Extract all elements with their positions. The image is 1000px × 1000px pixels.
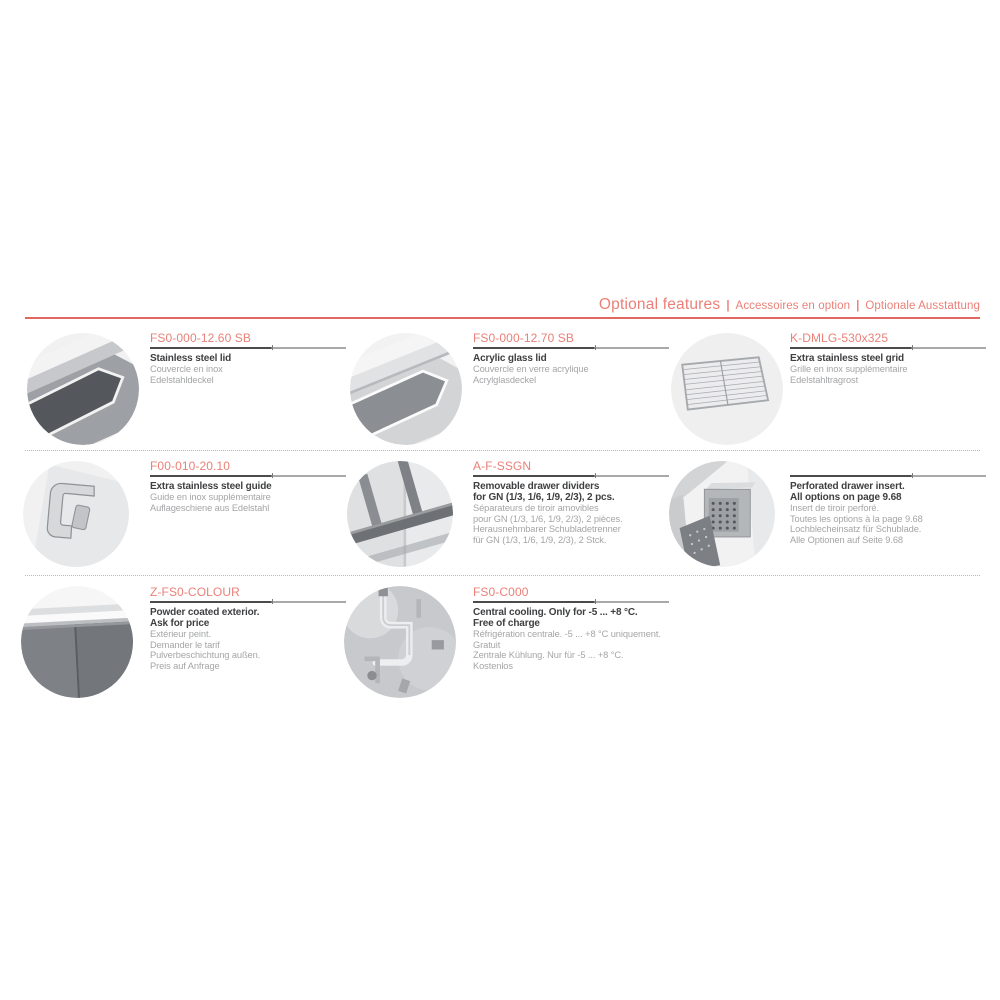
stainless-steel-guide-photo bbox=[23, 461, 129, 567]
section-title-en: Optional features bbox=[598, 296, 721, 313]
feature-desc: Grille en inox supplémentaire bbox=[790, 364, 908, 374]
feature-desc: Acrylglasdeckel bbox=[473, 374, 537, 385]
feature-desc: pour GN (1/3, 1/6, 1/9, 2/3), 2 pièces. bbox=[473, 513, 623, 524]
feature-desc: Extérieur peint. bbox=[150, 629, 211, 639]
section-title-fr: Accessoires en option bbox=[735, 300, 851, 312]
feature-desc: Herausnehmbarer Schubladetrenner bbox=[473, 524, 621, 535]
feature-title: Perforated drawer insert. bbox=[790, 481, 905, 492]
feature-card bbox=[473, 460, 669, 545]
feature-desc: Séparateurs de tiroir amovibles bbox=[473, 503, 599, 513]
header-divider-icon: | bbox=[726, 300, 730, 312]
product-code: FS0-000-12.70 SB bbox=[473, 331, 574, 345]
code-underline bbox=[150, 475, 346, 477]
product-code: K-DMLG-530x325 bbox=[790, 331, 889, 345]
header-rule bbox=[25, 317, 980, 319]
feature-desc: Preis auf Anfrage bbox=[150, 660, 220, 671]
code-underline bbox=[790, 475, 986, 477]
feature-desc: Auflageschiene aus Edelstahl bbox=[150, 502, 270, 513]
feature-desc: Edelstahldeckel bbox=[150, 374, 214, 385]
feature-card bbox=[790, 460, 986, 545]
feature-desc: Guide en inox supplémentaire bbox=[150, 492, 271, 502]
code-underline bbox=[473, 601, 669, 603]
product-code bbox=[790, 460, 986, 473]
code-underline bbox=[473, 347, 669, 349]
drawer-dividers-photo bbox=[347, 461, 453, 567]
powder-coated-exterior-photo bbox=[21, 586, 133, 698]
product-code: Z-FS0-COLOUR bbox=[150, 585, 240, 599]
feature-desc: Alle Optionen auf Seite 9.68 bbox=[790, 534, 903, 545]
product-code: FS0-C000 bbox=[473, 585, 529, 599]
feature-title: Ask for price bbox=[150, 618, 210, 629]
feature-card bbox=[150, 332, 346, 385]
feature-title: Powder coated exterior. bbox=[150, 607, 260, 618]
code-underline bbox=[150, 347, 346, 349]
section-header bbox=[599, 296, 980, 314]
central-cooling-photo bbox=[344, 586, 456, 698]
feature-title: Central cooling. Only for -5 ... +8 °C. bbox=[473, 607, 638, 618]
feature-card bbox=[473, 332, 669, 385]
feature-title: for GN (1/3, 1/6, 1/9, 2/3), 2 pcs. bbox=[473, 492, 615, 503]
feature-desc: Demander le tarif bbox=[150, 639, 220, 650]
feature-desc: Pulverbeschichtung außen. bbox=[150, 650, 261, 661]
product-code: FS0-000-12.60 SB bbox=[150, 331, 251, 345]
feature-desc: Couvercle en inox bbox=[150, 364, 223, 374]
feature-title: Acrylic glass lid bbox=[473, 353, 547, 364]
stainless-steel-lid-photo bbox=[27, 333, 139, 445]
feature-card bbox=[150, 460, 346, 513]
feature-title: Extra stainless steel guide bbox=[150, 481, 272, 492]
product-code: A-F-SSGN bbox=[473, 459, 532, 473]
feature-card bbox=[150, 586, 346, 671]
feature-title: Extra stainless steel grid bbox=[790, 353, 904, 364]
row-separator bbox=[25, 575, 980, 576]
code-underline bbox=[150, 601, 346, 603]
feature-desc: Couvercle en verre acrylique bbox=[473, 364, 589, 374]
perforated-drawer-insert-photo bbox=[669, 461, 775, 567]
feature-title: All options on page 9.68 bbox=[790, 492, 902, 503]
row-separator bbox=[25, 450, 980, 451]
feature-desc: Insert de tiroir perforé. bbox=[790, 503, 879, 513]
acrylic-glass-lid-photo bbox=[350, 333, 462, 445]
feature-card bbox=[473, 586, 669, 671]
feature-desc: Toutes les options à la page 9.68 bbox=[790, 513, 923, 524]
feature-title: Stainless steel lid bbox=[150, 353, 232, 364]
code-underline bbox=[473, 475, 669, 477]
feature-desc: Edelstahltragrost bbox=[790, 374, 859, 385]
stainless-steel-grid-photo bbox=[671, 333, 783, 445]
code-underline bbox=[790, 347, 986, 349]
feature-desc: Lochblecheinsatz für Schublade. bbox=[790, 524, 922, 535]
feature-desc: Zentrale Kühlung. Nur für -5 ... +8 °C. bbox=[473, 650, 624, 661]
feature-desc: Kostenlos bbox=[473, 660, 513, 671]
section-title-de: Optionale Ausstattung bbox=[865, 300, 980, 312]
feature-desc: für GN (1/3, 1/6, 1/9, 2/3), 2 Stck. bbox=[473, 534, 607, 545]
feature-title: Free of charge bbox=[473, 618, 540, 629]
product-code: F00-010-20.10 bbox=[150, 459, 231, 473]
feature-title: Removable drawer dividers bbox=[473, 481, 600, 492]
feature-desc: Réfrigération centrale. -5 ... +8 °C uniquement. bbox=[473, 629, 661, 639]
header-divider-icon: | bbox=[856, 300, 860, 312]
feature-card bbox=[790, 332, 986, 385]
feature-desc: Gratuit bbox=[473, 639, 501, 650]
